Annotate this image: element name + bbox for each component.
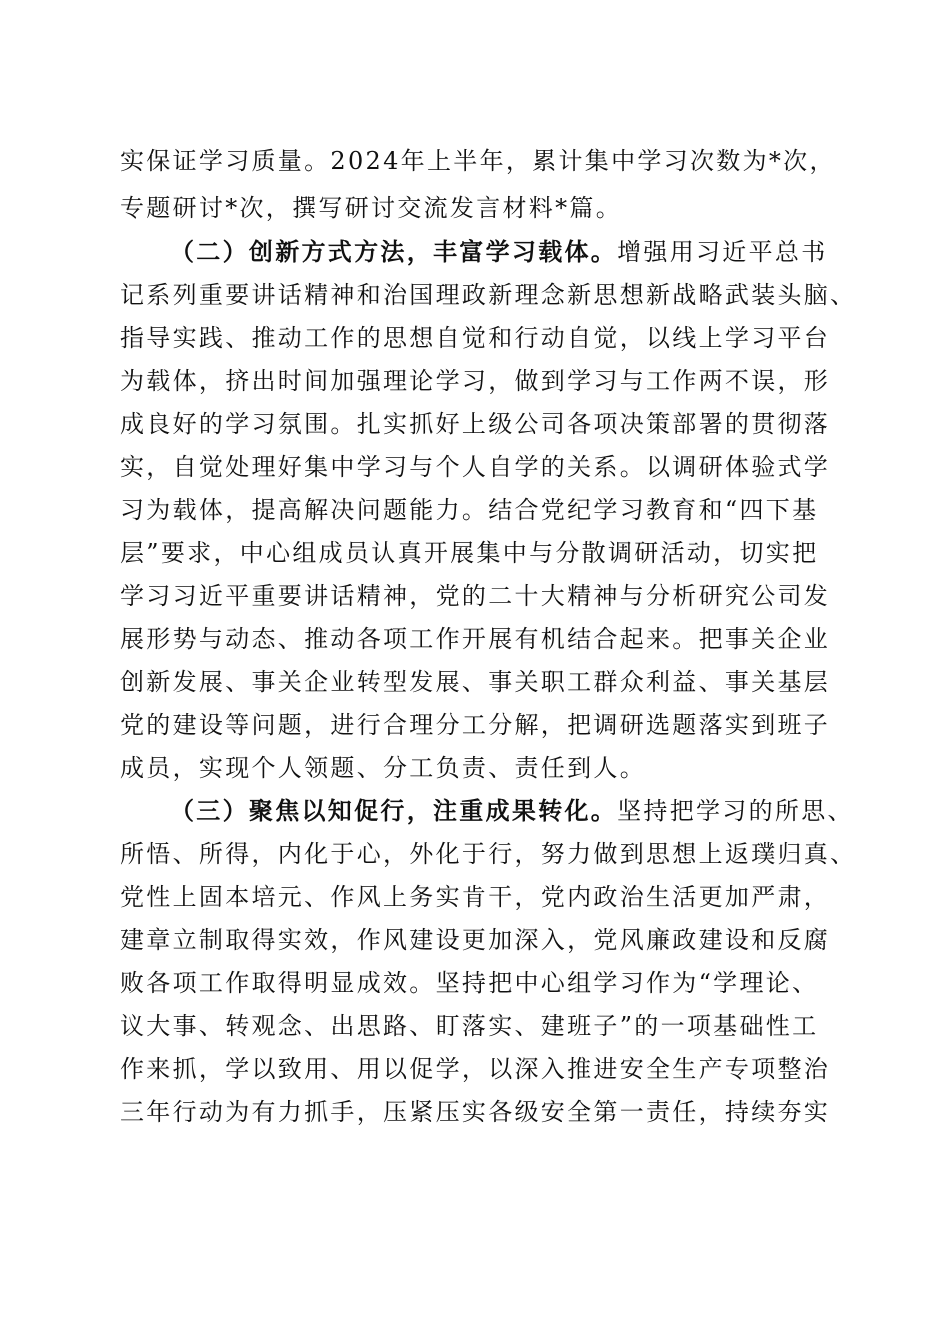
paragraph-line: 败各项工作取得明显成效。坚持把中心组学习作为“学理论、 xyxy=(120,969,819,997)
paragraph-line: 学习习近平重要讲话精神，党的二十大精神与分析研究公司发 xyxy=(120,582,831,610)
paragraph-line: 所悟、所得，内化于心，外化于行，努力做到思想上返璞归真、 xyxy=(120,840,857,868)
paragraph-line: 指导实践、推动工作的思想自觉和行动自觉，以线上学习平台 xyxy=(120,324,831,352)
paragraph-line: 建章立制取得实效，作风建设更加深入，党风廉政建设和反腐 xyxy=(120,926,831,954)
paragraph-line: 党的建设等问题，进行合理分工分解，把调研选题落实到班子 xyxy=(120,711,831,739)
paragraph-line: 三年行动为有力抓手，压紧压实各级安全第一责任，持续夯实 xyxy=(120,1098,831,1126)
paragraph-line: 为载体，挤出时间加强理论学习，做到学习与工作两不误，形 xyxy=(120,367,831,395)
paragraph-line: 习为载体，提高解决问题能力。结合党纪学习教育和“四下基 xyxy=(120,496,819,524)
paragraph-line: 层”要求，中心组成员认真开展集中与分散调研活动，切实把 xyxy=(120,539,819,567)
paragraph-line: 专题研讨*次，撰写研讨交流发言材料*篇。 xyxy=(120,194,622,222)
paragraph-line: 实，自觉处理好集中学习与个人自学的关系。以调研体验式学 xyxy=(120,453,831,481)
paragraph-line: 记系列重要讲话精神和治国理政新理念新思想新战略武装头脑、 xyxy=(120,281,857,309)
section-heading: （三）聚焦以知促行，注重成果转化。 xyxy=(170,796,618,825)
paragraph-text: 增强用习近平总书 xyxy=(617,238,828,266)
paragraph-line: 创新发展、事关企业转型发展、事关职工群众利益、事关基层 xyxy=(120,668,831,696)
paragraph-line: 党性上固本培元、作风上务实肯干，党内政治生活更加严肃， xyxy=(120,883,831,911)
paragraph-line: 实保证学习质量。2024年上半年，累计集中学习次数为*次， xyxy=(120,147,836,175)
paragraph-text: 坚持把学习的所思、 xyxy=(617,797,854,825)
section-heading: （二）创新方式方法，丰富学习载体。 xyxy=(170,237,618,266)
paragraph-line: 议大事、转观念、出思路、盯落实、建班子”的一项基础性工 xyxy=(120,1012,819,1040)
paragraph-line: 成员，实现个人领题、分工负责、责任到人。 xyxy=(120,754,646,782)
paragraph-first-line xyxy=(170,791,854,831)
paragraph-line: 展形势与动态、推动各项工作开展有机结合起来。把事关企业 xyxy=(120,625,831,653)
paragraph-first-line xyxy=(170,232,826,272)
paragraph-line: 作来抓，学以致用、用以促学，以深入推进安全生产专项整治 xyxy=(120,1055,831,1083)
paragraph-line: 成良好的学习氛围。扎实抓好上级公司各项决策部署的贯彻落 xyxy=(120,410,831,438)
